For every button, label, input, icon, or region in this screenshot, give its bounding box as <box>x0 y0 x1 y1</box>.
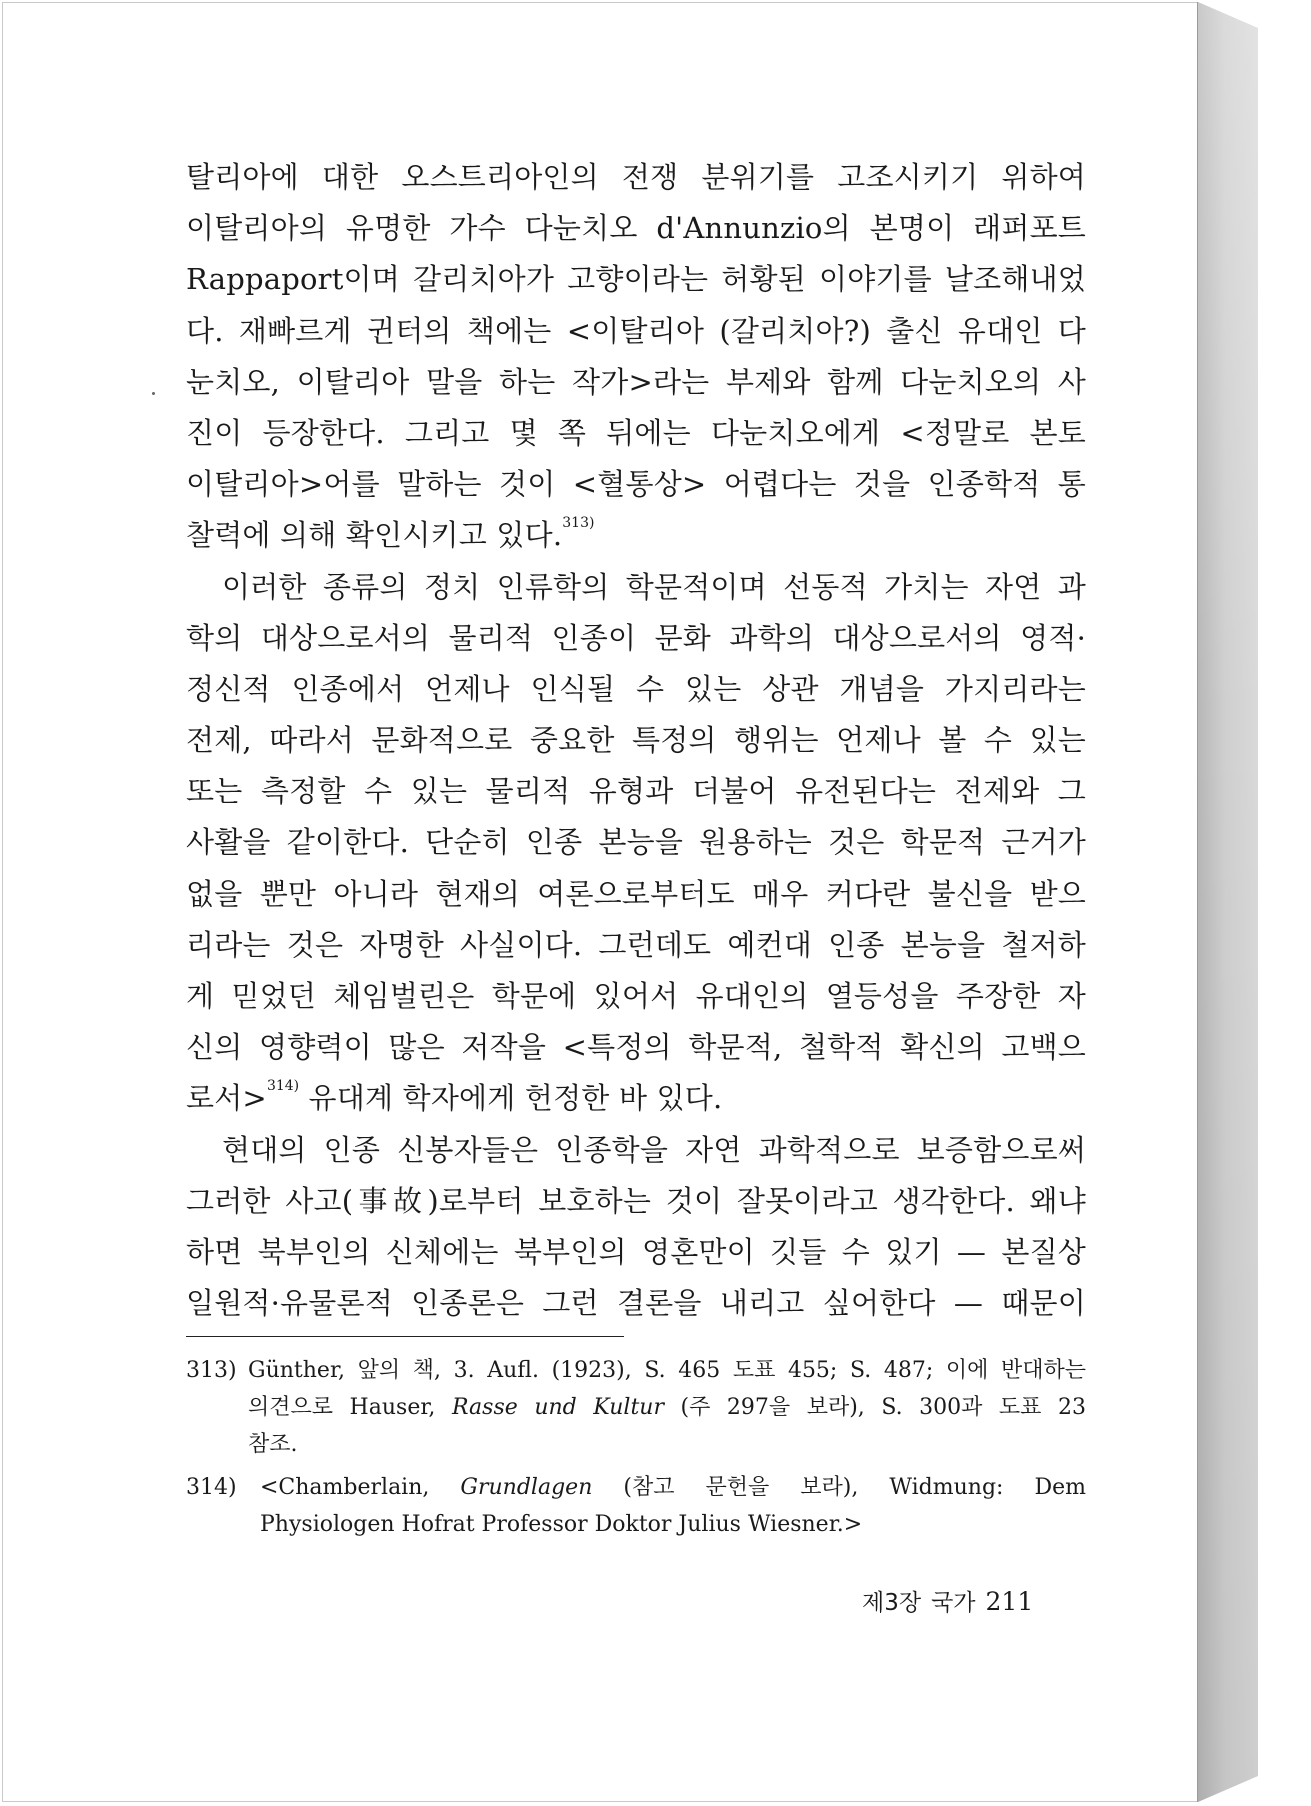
footnote-text: 의견으로 Hauser, <box>248 1395 452 1420</box>
footnote-number: 314) <box>186 1475 237 1500</box>
footnote-ref-314[interactable]: 314) <box>266 1078 300 1095</box>
text-fragment: 찰력에 의해 확인시키고 있다. <box>186 518 563 553</box>
text-line: 현대의 인종 신봉자들은 인종학을 자연 과학적으로 보증함으로써 <box>222 1132 1086 1167</box>
text-line: 게 믿었던 체임벌린은 학문에 있어서 유대인의 열등성을 주장한 자 <box>186 979 1086 1013</box>
footnote-divider <box>186 1336 624 1337</box>
footnote-text: <Chamberlain, <box>260 1475 461 1500</box>
margin-mark <box>152 392 155 395</box>
footnote-313-line: 참조. <box>248 1432 298 1457</box>
footnote-book-title: Grundlagen <box>460 1475 593 1500</box>
text-fragment: 유대계 학자에게 헌정한 바 있다. <box>299 1081 723 1116</box>
text-line: 다. 재빠르게 귄터의 책에는 <이탈리아 (갈리치아?) 출신 유대인 다 <box>186 313 1086 348</box>
footnote-314-line: Physiologen Hofrat Professor Doktor Julius Wiesner.> <box>260 1512 863 1537</box>
text-line <box>186 510 1086 561</box>
text-line: 눈치오, 이탈리아 말을 하는 작가>라는 부제와 함께 다눈치오의 사 <box>186 364 1087 399</box>
text-line: 이러한 종류의 정치 인류학의 학문적이며 선동적 가치는 자연 과 <box>222 569 1086 604</box>
text-line: 정신적 인종에서 언제나 인식될 수 있는 상관 개념을 가지리라는 <box>186 671 1086 706</box>
text-line: 탈리아에 대한 오스트리아인의 전쟁 분위기를 고조시키기 위하여 <box>186 160 1086 194</box>
footnote-314 <box>186 1469 1086 1506</box>
running-footer <box>862 1584 1043 1617</box>
text-line: 이탈리아>어를 말하는 것이 <혈통상> 어렵다는 것을 인종학적 통 <box>186 467 1086 502</box>
page-number: 211 <box>985 1587 1034 1616</box>
footnote-313-line <box>186 1389 1086 1426</box>
body-text <box>186 152 1086 1329</box>
page-spine-line <box>1197 2 1198 1802</box>
footnote-text: Günther, 앞의 책, 3. Aufl. (1923), S. 465 도표 455; S. 487; 이에 반대하는 <box>248 1358 1086 1383</box>
text-line: 리라는 것은 자명한 사실이다. 그런데도 예컨대 인종 본능을 철저하 <box>186 927 1086 962</box>
text-line: Rappaport이며 갈리치아가 고향이라는 허황된 이야기를 날조해내었 <box>186 262 1086 297</box>
text-line: 진이 등장한다. 그리고 몇 쪽 뒤에는 다눈치오에게 <정말로 본토 <box>186 415 1086 450</box>
text-line: 사활을 같이한다. 단순히 인종 본능을 원용하는 것은 학문적 근거가 <box>186 825 1086 860</box>
book-page-edge-shade <box>1198 2 1258 1802</box>
footnote-313 <box>186 1352 1086 1389</box>
footnotes <box>186 1352 1086 1543</box>
footnote-text: (참고 문헌을 보라), Widmung: Dem <box>592 1475 1086 1500</box>
footnote-ref-313[interactable]: 313) <box>562 515 595 532</box>
text-line: 하면 북부인의 신체에는 북부인의 영혼만이 깃들 수 있기 — 본질상 <box>186 1234 1086 1269</box>
text-line <box>186 1073 1086 1124</box>
footnote-book-title: Rasse und Kultur <box>451 1395 664 1420</box>
text-line: 일원적·유물론적 인종론은 그런 결론을 내리고 싶어한다 — 때문이 <box>186 1286 1086 1321</box>
text-line: 또는 측정할 수 있는 물리적 유형과 더불어 유전된다는 전제와 그 <box>186 774 1086 809</box>
text-line: 신의 영향력이 많은 저작을 <특정의 학문적, 철학적 확신의 고백으 <box>186 1030 1086 1065</box>
chapter-label: 제3장 <box>862 1590 922 1616</box>
text-line: 학의 대상으로서의 물리적 인종이 문화 과학의 대상으로서의 영적· <box>186 620 1086 655</box>
footnote-number: 313) <box>186 1358 237 1383</box>
text-line: 전제, 따라서 문화적으로 중요한 특정의 행위는 언제나 볼 수 있는 <box>186 723 1086 758</box>
text-fragment: 로서> <box>186 1081 267 1116</box>
footnote-text: (주 297을 보라), S. 300과 도표 23 <box>663 1395 1086 1420</box>
text-line: 그러한 사고(事故)로부터 보호하는 것이 잘못이라고 생각한다. 왜냐 <box>186 1183 1086 1218</box>
text-line: 이탈리아의 유명한 가수 다눈치오 d'Annunzio의 본명이 래퍼포트 <box>186 211 1086 246</box>
text-line: 없을 뿐만 아니라 현재의 여론으로부터도 매우 커다란 불신을 받으 <box>186 876 1086 911</box>
chapter-title: 국가 <box>931 1590 976 1616</box>
